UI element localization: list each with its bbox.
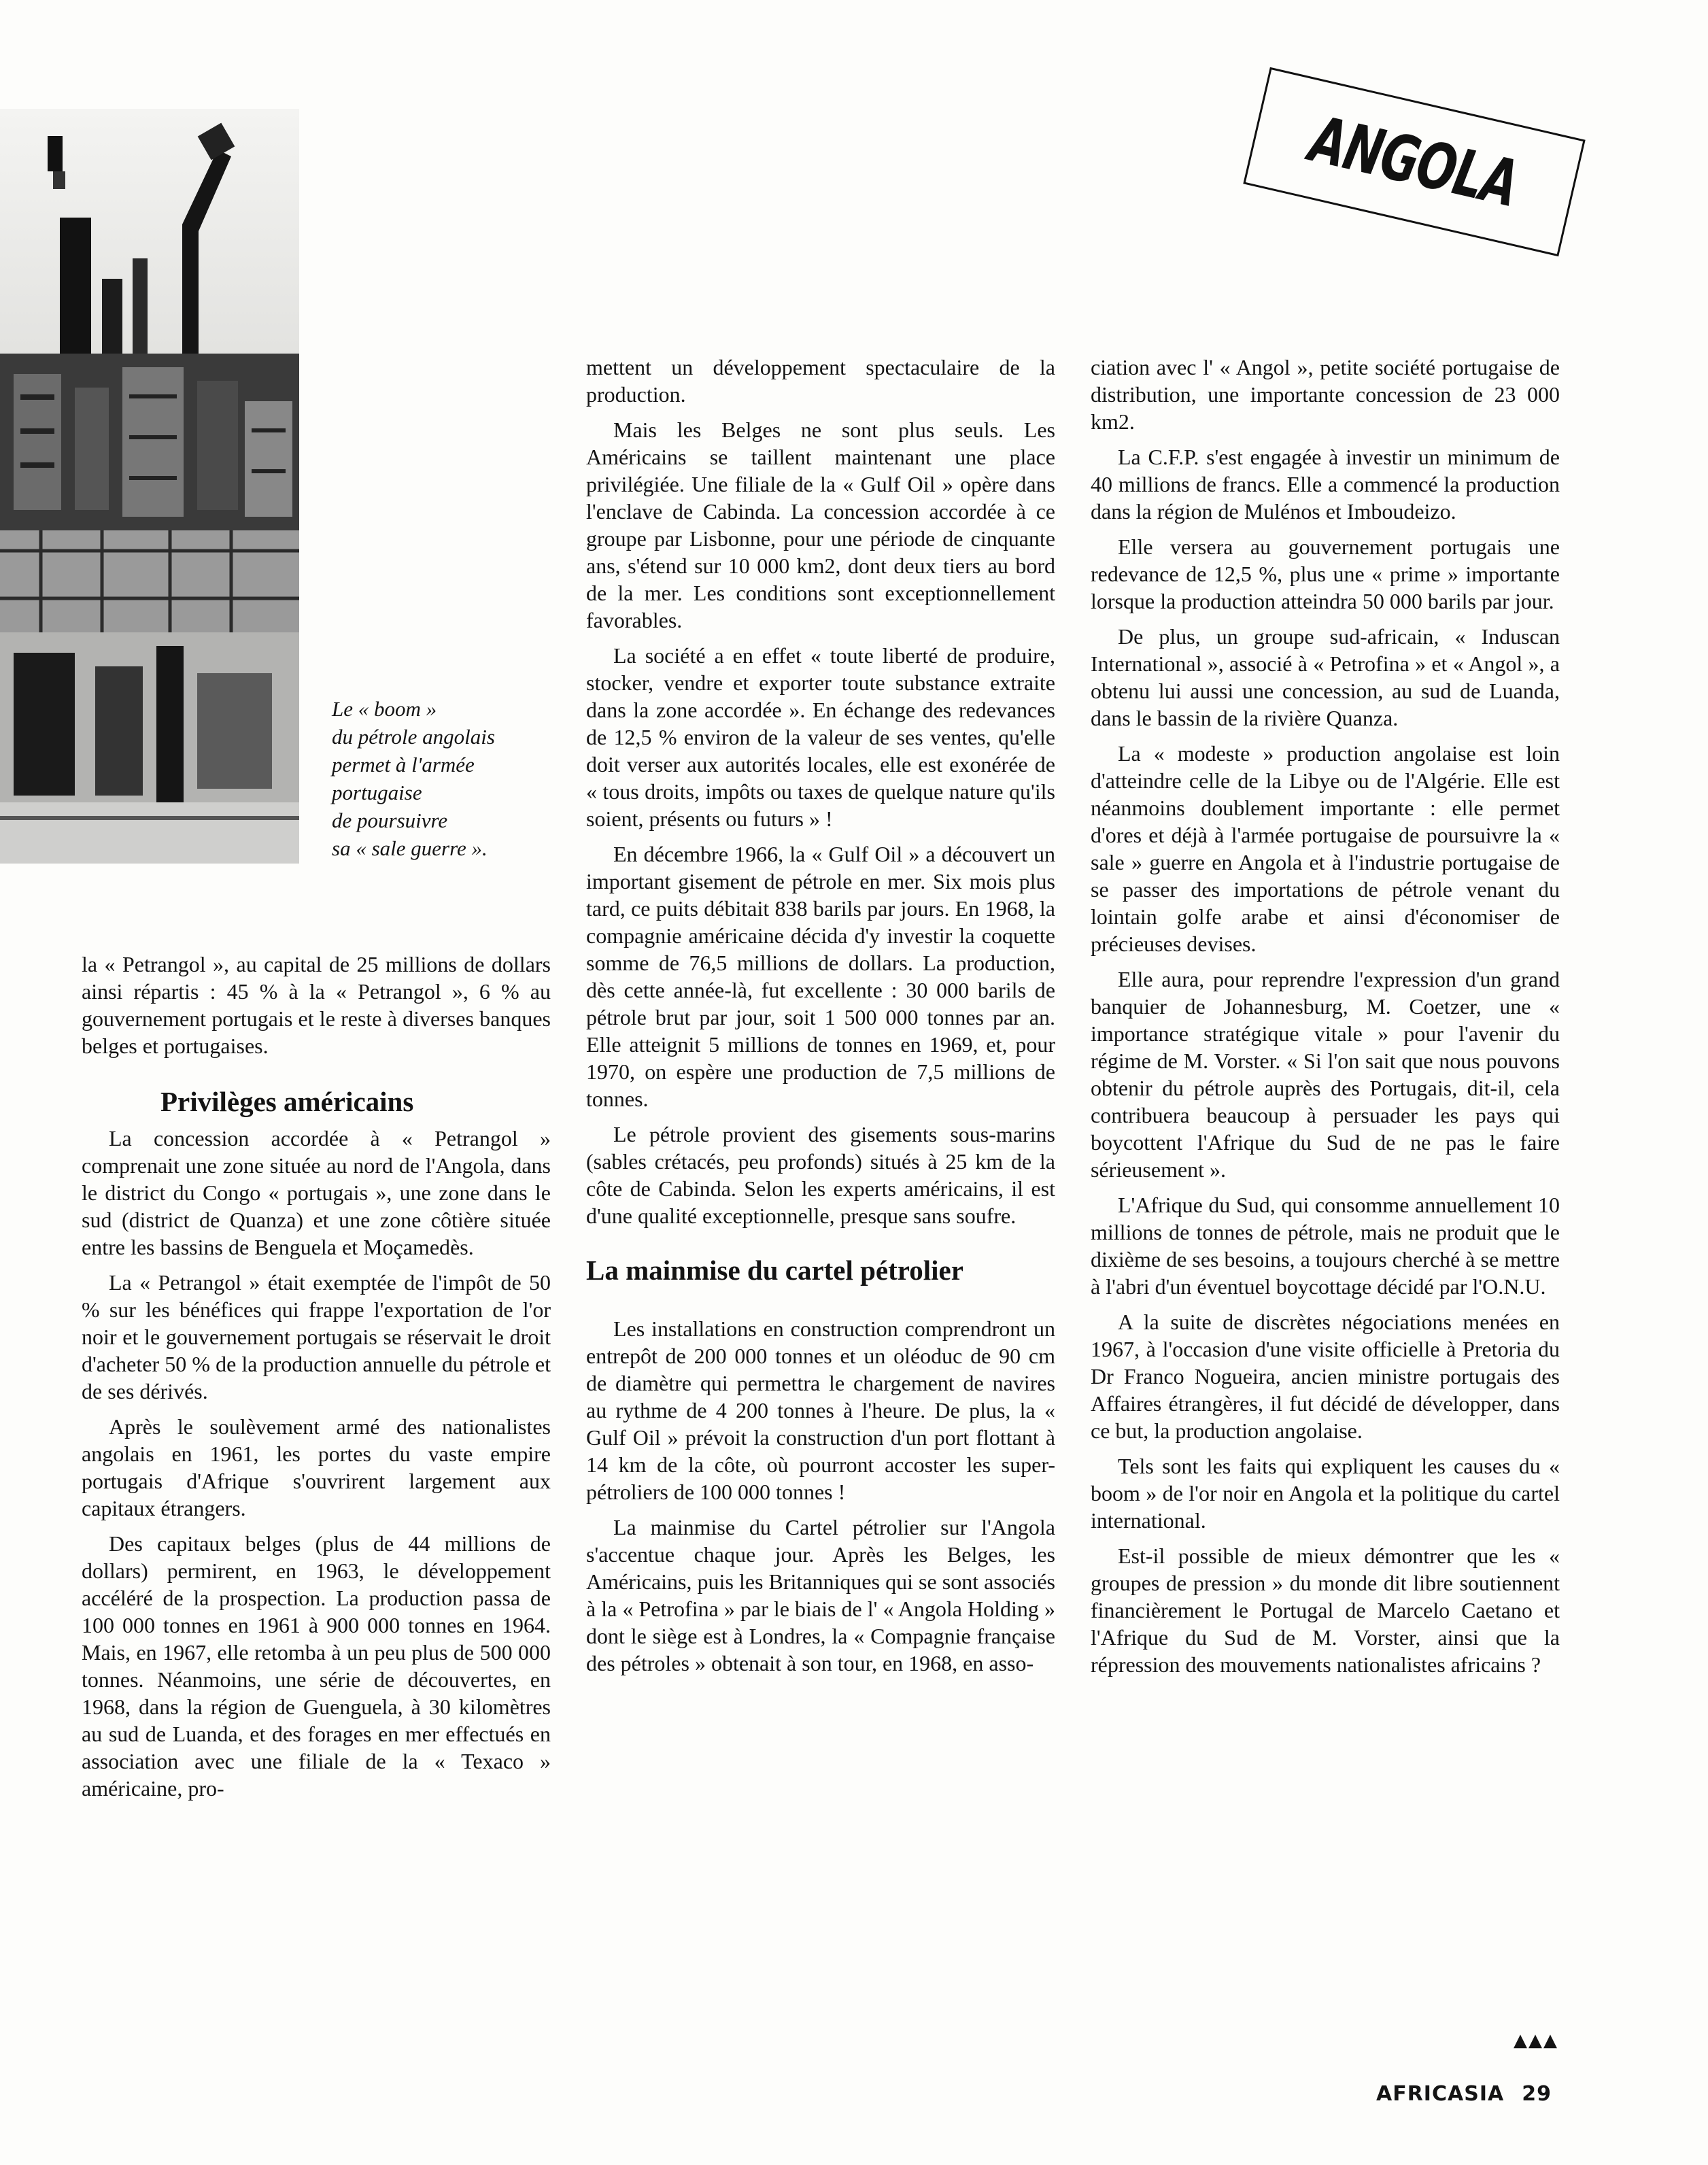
- paragraph: Elle aura, pour reprendre l'expression d'un grand banquier de Johannesburg, M. Coetzer, une « importance stratégique vitale » pour l'avenir du régime de M. Vorster. « Si l'on sait que nous pouvons obtenir du pétrole auprès des Portugais, dit-il, cela contribuera beaucoup à persuader les pays qui boycottent l'Afrique du Sud de ne pas le faire sérieusement ».: [1091, 967, 1560, 1182]
- paragraph: En décembre 1966, la « Gulf Oil » a découvert un important gisement de pétrole en mer. Six mois plus tard, ce puits débitait 838 barils par jours. En 1968, la compagnie américaine décida d'y investir la coquette somme de 76,5 millions de dollars. La production, dès cette année-là, fut excellente : 30 000 barils de pétrole brut par jour, soit 1 500 000 tonnes par an. Elle atteignit 5 millions de tonnes en 1969, et, pour 1970, on espère une production de 7,5 millions de tonnes.: [586, 842, 1055, 1111]
- paragraph: La mainmise du Cartel pétrolier sur l'Angola s'accentue chaque jour. Après les Belges, les Américains, puis les Britanniques qui se sont associés à la « Petrofina » par le biais de l' « Angola Holding » dont le siège est à Londres, la « Compagnie française des pétroles » obtenait à son tour, en 1968, en asso-: [586, 1515, 1055, 1675]
- stamp-label: ANGOLA: [1303, 102, 1525, 222]
- paragraph: A la suite de discrètes négociations menées en 1967, à l'occasion d'une visite officielle à Pretoria du Dr Franco Nogueira, ancien ministre portugais des Affaires étrangères, il fut décidé de développer, dans ce but, la production angolaise.: [1091, 1310, 1560, 1443]
- paragraph: La concession accordée à « Petrangol » comprenait une zone située au nord de l'Angola, dans le district du Congo « portugais », une zone dans le sud (district de Quanza) et une zone côtière située entre les bassins de Benguela et Moçamedès.: [82, 1126, 551, 1259]
- caption-line: permet à l'armée: [332, 753, 475, 777]
- angola-stamp: [1243, 67, 1585, 257]
- paragraph: mettent un développement spectaculaire de la production.: [586, 355, 1055, 407]
- paragraph: La C.F.P. s'est engagée à investir un minimum de 40 millions de francs. Elle a commencé la production dans la région de Mulénos et Imboudeizo.: [1091, 445, 1560, 524]
- paragraph: Elle versera au gouvernement portugais une redevance de 12,5 %, plus une « prime » importante lorsque la production atteindra 50 000 barils par jour.: [1091, 534, 1560, 613]
- paragraph: La société a en effet « toute liberté de produire, stocker, vendre et exporter toute substance extraite dans la zone accordée ». En échange des redevances de 12,5 % environ de la valeur de ses ventes, qu'elle doit verser aux autorités locales, elle est exonérée de « tous droits, impôts ou taxes de quelque nature qu'ils soient, présents ou futurs » !: [586, 643, 1055, 831]
- paragraph: Des capitaux belges (plus de 44 millions de dollars) permirent, en 1963, le développement accéléré de la prospection. La production passa de 100 000 tonnes en 1961 à 900 000 tonnes en 1964. Mais, en 1967, elle retomba à un peu plus de 500 000 tonnes. Néanmoins, une série de découvertes, en 1968, dans la région de Guenguela, à 30 kilomètres au sud de Luanda, et des forages en mer effectués en association avec une filiale de la « Texaco » américaine, pro-: [82, 1531, 551, 1801]
- refinery-photo: [0, 109, 299, 864]
- page-footer: [1376, 2082, 1552, 2106]
- paragraph: Le pétrole provient des gisements sous-marins (sables crétacés, peu profonds) situés à 25 km de la côte de Cabinda. Selon les experts américains, il est d'une qualité exceptionnelle, presque sans soufre.: [586, 1122, 1055, 1228]
- caption-line: du pétrole angolais: [332, 725, 495, 749]
- caption-line: Le « boom »: [332, 697, 437, 721]
- page-number: 29: [1522, 2082, 1552, 2106]
- column-1: [82, 951, 551, 1810]
- section-heading-cartel: La mainmise du cartel pétrolier: [586, 1255, 963, 1286]
- paragraph: L'Afrique du Sud, qui consomme annuellement 10 millions de tonnes de pétrole, mais ne produit que le dixième de ses besoins, a toujours cherché à se mettre à l'abri d'un éventuel boycottage décidé par l'O.N.U.: [1091, 1193, 1560, 1299]
- end-of-article-mark: ▲▲▲: [1514, 2030, 1558, 2051]
- paragraph: Après le soulèvement armé des nationalistes angolais en 1961, les portes du vaste empire portugais d'Afrique s'ouvrirent largement aux capitaux étrangers.: [82, 1414, 551, 1520]
- column-3: [1091, 354, 1560, 1686]
- caption-line: sa « sale guerre ».: [332, 836, 488, 860]
- paragraph: De plus, un groupe sud-africain, « Induscan International », associé à « Petrofina » et « Angol », a obtenu lui aussi une concession, au sud de Luanda, dans le bassin de la rivière Quanza.: [1091, 624, 1560, 730]
- paragraph: la « Petrangol », au capital de 25 millions de dollars ainsi répartis : 45 % à la « Petrangol », 6 % au gouvernement portugais et le reste à diverses banques belges et portugaises.: [82, 952, 551, 1058]
- paragraph: Mais les Belges ne sont plus seuls. Les Américains se taillent maintenant une place privilégiée. Une filiale de la « Gulf Oil » opère dans l'enclave de Cabinda. La concession accordée à ce groupe par Lisbonne, pour une période de cinquante ans, s'étend sur 10 000 km2, dont deux tiers au bord de la mer. Les conditions sont exceptionnellement favorables.: [586, 417, 1055, 632]
- caption-line: de poursuivre: [332, 808, 448, 832]
- paragraph: Les installations en construction comprendront un entrepôt de 200 000 tonnes et un oléoduc de 90 cm de diamètre qui permettra le chargement de navires au rythme de 4 200 tonnes à l'heure. De plus, la « Gulf Oil » prévoit la construction d'un port flottant à 14 km de la côte, où pourront accoster les super-pétroliers de 100 000 tonnes !: [586, 1316, 1055, 1504]
- paragraph: ciation avec l' « Angol », petite société portugaise de distribution, une importante concession de 23 000 km2.: [1091, 355, 1560, 434]
- magazine-name: AFRICASIA: [1376, 2082, 1505, 2106]
- section-heading-privileges: Privilèges américains: [160, 1086, 414, 1117]
- paragraph: La « modeste » production angolaise est loin d'atteindre celle de la Libye ou de l'Algérie. Elle est néanmoins doublement importante : elle permet d'ores et déjà à l'armée portugaise de poursuivre la « sale » guerre en Angola et à l'industrie portugaise de se passer des importations de pétrole venant du lointain golfe arabe et ainsi d'économiser de précieuses devises.: [1091, 741, 1560, 956]
- caption-line: portugaise: [332, 781, 422, 804]
- paragraph: La « Petrangol » était exemptée de l'impôt de 50 % sur les bénéfices qui frappe l'exportation de l'or noir et le gouvernement portugais se réservait le droit d'acheter 50 % de la production annuelle du pétrole et de ses dérivés.: [82, 1270, 551, 1403]
- photo-caption: [332, 695, 556, 862]
- paragraph: Est-il possible de mieux démontrer que les « groupes de pression » du monde dit libre soutiennent financièrement le Portugal de Marcelo Caetano et l'Afrique du Sud de M. Vorster, ainsi que la répression des mouvements nationalistes africains ?: [1091, 1544, 1560, 1677]
- paragraph: Tels sont les faits qui expliquent les causes du « boom » de l'or noir en Angola et la politique du cartel international.: [1091, 1454, 1560, 1533]
- column-2: [586, 354, 1055, 1685]
